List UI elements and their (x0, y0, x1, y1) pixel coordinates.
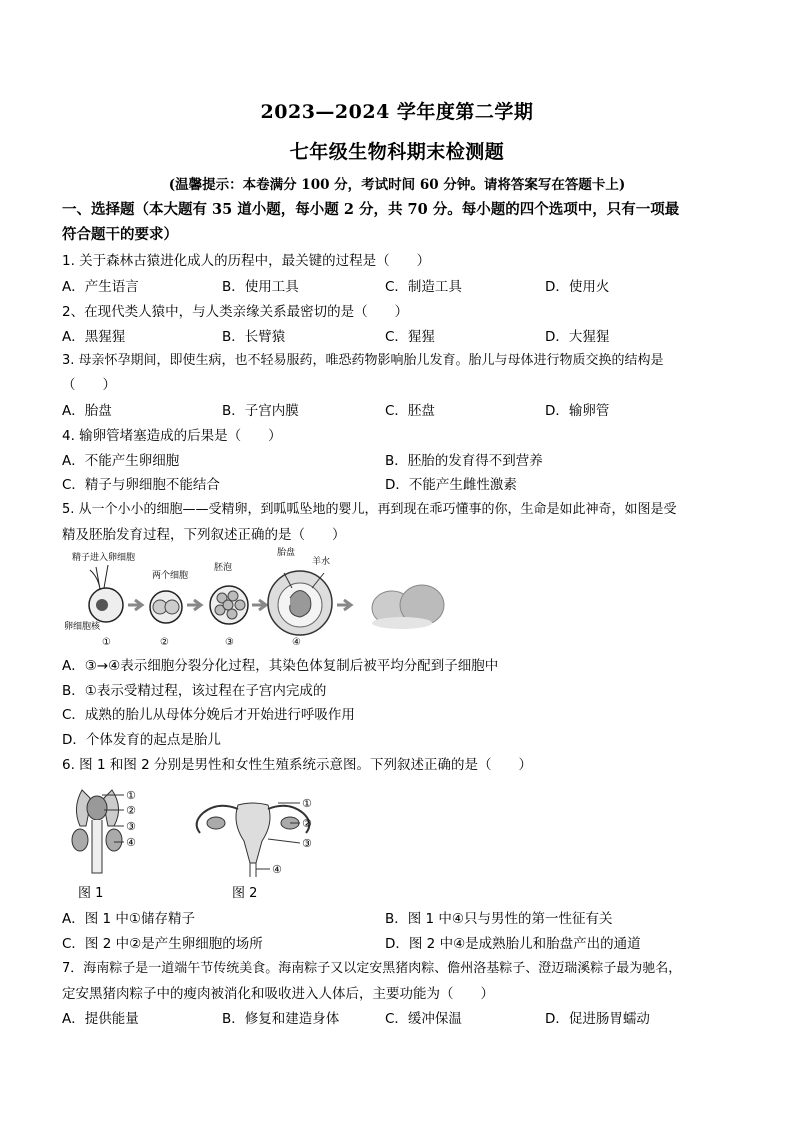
question-5-stem-cont: 精及胚胎发育过程，下列叙述正确的是（ ） (62, 527, 346, 543)
section-heading-cont: 符合题干的要求） (62, 226, 178, 243)
newborn-baby-image (372, 585, 444, 629)
question-6-option-b: B．图 1 中④只与男性的第一性征有关 (385, 911, 613, 927)
question-2-option-b: B．长臂猿 (222, 329, 286, 345)
question-4-option-b: B．胚胎的发育得不到营养 (385, 453, 543, 469)
fetus-in-uterus-image (268, 571, 332, 635)
female-label-1: ① (302, 797, 312, 810)
question-5-option-a: A．③→④表示细胞分裂分化过程，其染色体复制后被平均分配到子细胞中 (62, 658, 499, 674)
exam-term-title: 2023—2024 学年度第二学期 (260, 101, 534, 123)
female-reproductive-figure (178, 793, 328, 878)
question-6-option-c: C．图 2 中②是产生卵细胞的场所 (62, 936, 263, 952)
amniotic-fluid-label: 羊水 (312, 557, 331, 567)
two-cells-label: 两个细胞 (152, 571, 189, 581)
question-6-option-d: D．图 2 中④是成熟胎儿和胎盘产出的通道 (385, 936, 641, 952)
question-5-option-c: C．成熟的胎儿从母体分娩后才开始进行呼吸作用 (62, 707, 355, 723)
embryo-development-figure (62, 543, 447, 651)
question-4-stem: 4. 输卵管堵塞造成的后果是（ ） (62, 428, 282, 444)
question-7-stem-cont: 定安黑猪肉粽子中的瘦肉被消化和吸收进入人体后，主要功能为（ ） (62, 986, 494, 1002)
female-label-3: ③ (302, 837, 312, 850)
question-3-option-a: A．胎盘 (62, 403, 112, 419)
question-7-option-a: A．提供能量 (62, 1011, 139, 1027)
question-4-option-a: A．不能产生卵细胞 (62, 453, 180, 469)
question-7-option-b: B．修复和建造身体 (222, 1011, 340, 1027)
figure-1-caption: 图 1 (78, 886, 104, 901)
question-4-option-c: C．精子与卵细胞不能结合 (62, 477, 220, 493)
male-reproductive-figure (62, 778, 162, 878)
blastocyst-label: 胚泡 (214, 563, 233, 573)
two-cell-stage-image (150, 591, 182, 623)
stage-1-number: ① (102, 637, 111, 648)
male-label-4: ④ (126, 836, 136, 849)
stage-2-number: ② (160, 637, 169, 648)
question-2-stem: 2、在现代类人猿中，与人类亲缘关系最密切的是（ ） (62, 304, 409, 320)
egg-nucleus-label: 卵细胞核 (64, 622, 101, 632)
exam-notice: (温馨提示：本卷满分 100 分，考试时间 60 分钟。请将答案写在答题卡上) (168, 177, 626, 193)
blastocyst-image (210, 586, 248, 624)
question-6-option-a: A．图 1 中①储存精子 (62, 911, 196, 927)
question-7-option-c: C．缓冲保温 (385, 1011, 462, 1027)
question-4-option-d: D．不能产生雌性激素 (385, 477, 517, 493)
question-3-option-b: B．子宫内膜 (222, 403, 299, 419)
question-3-option-d: D．输卵管 (545, 403, 610, 419)
question-7-stem: 7．海南粽子是一道端午节传统美食。海南粽子又以定安黑猪肉粽、儋州洛基粽子、澄迈瑞溪粽子最为驰名， (62, 961, 682, 976)
question-3-stem: 3. 母亲怀孕期间，即使生病，也不轻易服药，唯恐药物影响胎儿发育。胎儿与母体进行物质交换的结构是 (62, 353, 664, 368)
fertilized-egg-image (89, 565, 123, 622)
figure-2-caption: 图 2 (232, 886, 258, 901)
question-1-option-b: B．使用工具 (222, 279, 299, 295)
question-5-option-d: D．个体发育的起点是胎儿 (62, 732, 221, 748)
question-5-option-b: B．①表示受精过程，该过程在子宫内完成的 (62, 683, 327, 699)
section-heading: 一、选择题（本大题有 35 道小题，每小题 2 分，共 70 分。每小题的四个选项中，只有一项最 (62, 201, 680, 218)
placenta-label: 胎盘 (277, 548, 296, 558)
question-7-option-d: D．促进肠胃蠕动 (545, 1011, 650, 1027)
question-5-stem: 5. 从一个小小的细胞——受精卵，到呱呱坠地的婴儿，再到现在乖巧懂事的你，生命是如此神奇，如图是受 (62, 502, 677, 517)
male-label-2: ② (126, 804, 136, 817)
question-1-option-c: C．制造工具 (385, 279, 462, 295)
male-label-3: ③ (126, 820, 136, 833)
exam-subject-title: 七年级生物科期末检测题 (289, 141, 505, 163)
question-6-stem: 6. 图 1 和图 2 分别是男性和女性生殖系统示意图。下列叙述正确的是（ ） (62, 757, 533, 773)
question-1-option-d: D．使用火 (545, 279, 610, 295)
stage-3-number: ③ (225, 637, 234, 648)
sperm-entering-label: 精子进入卵细胞 (72, 553, 136, 563)
question-1-option-a: A．产生语言 (62, 279, 139, 295)
question-2-option-a: A．黑猩猩 (62, 329, 126, 345)
question-1-stem: 1. 关于森林古猿进化成人的历程中，最关键的过程是（ ） (62, 253, 431, 269)
question-2-option-d: D．大猩猩 (545, 329, 610, 345)
question-2-option-c: C．猩猩 (385, 329, 435, 345)
question-3-stem-cont: （ ） (62, 377, 116, 393)
stage-4-number: ④ (292, 637, 301, 648)
female-label-2: ② (302, 817, 312, 830)
female-label-4: ④ (272, 863, 282, 876)
question-3-option-c: C．胚盘 (385, 403, 435, 419)
male-label-1: ① (126, 789, 136, 802)
